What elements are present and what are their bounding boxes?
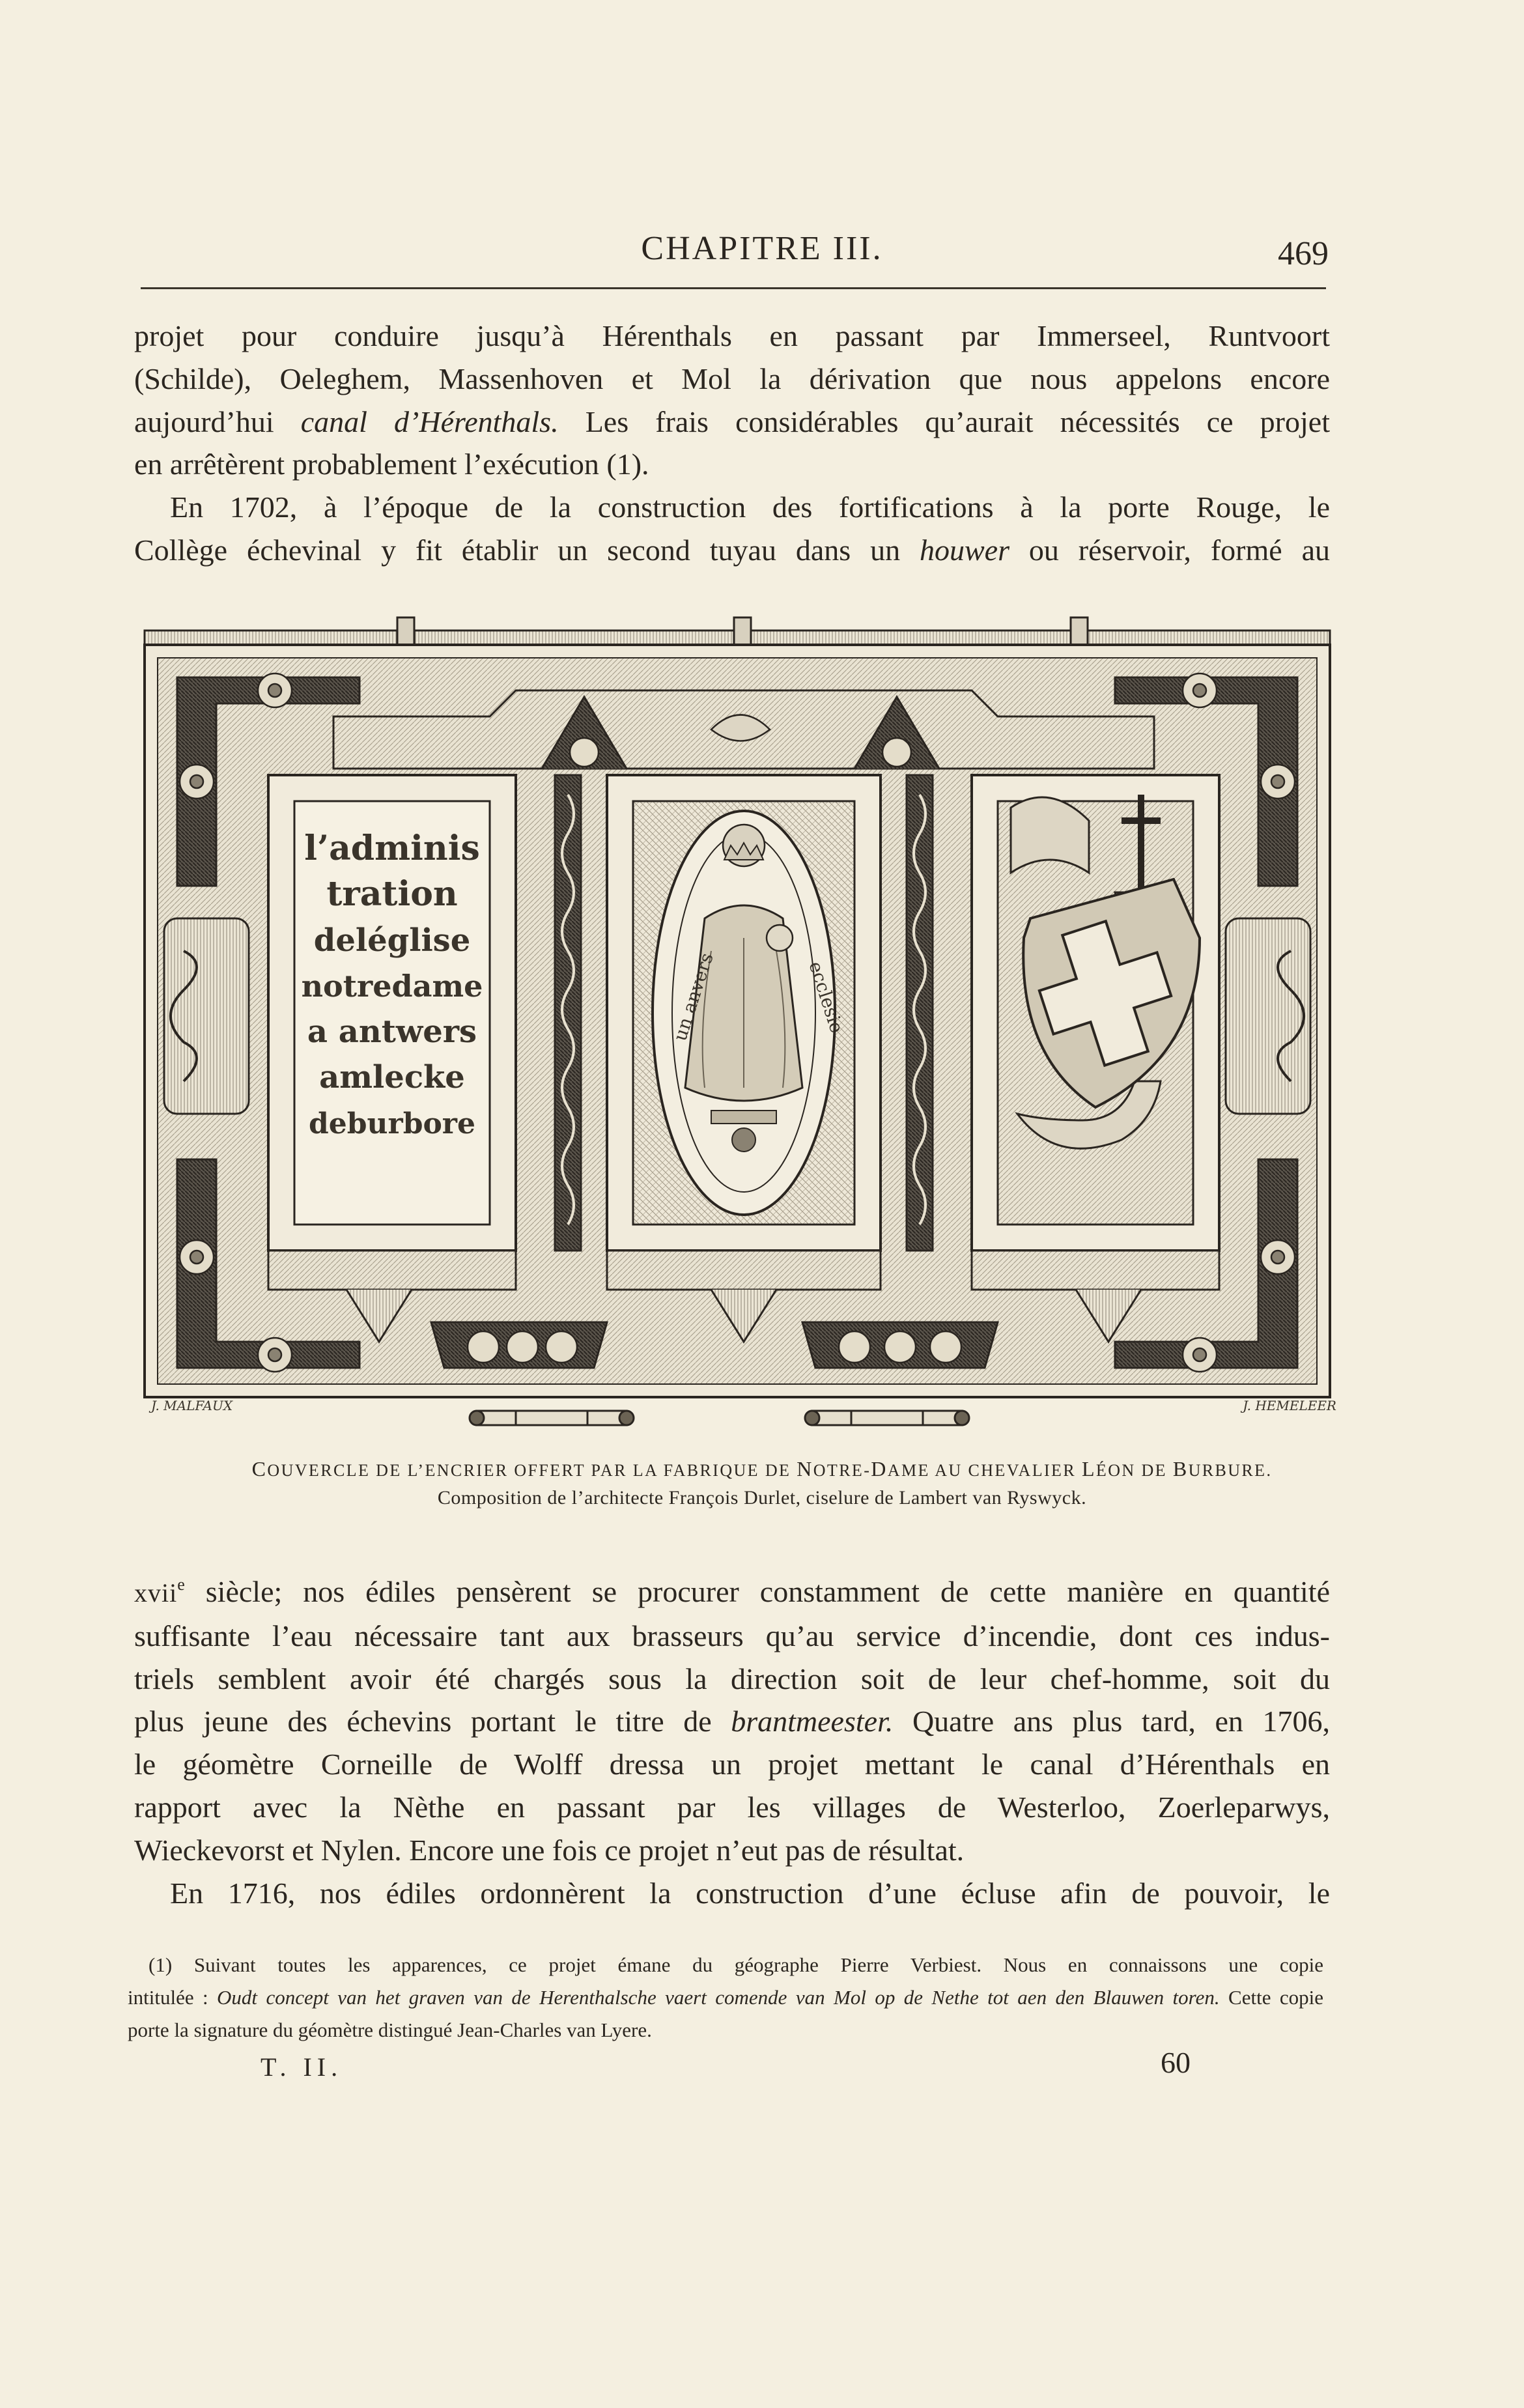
inscription-panel — [302, 829, 483, 1140]
footnote-line: intitulée : Oudt concept van het graven van de Herenthalsche vaert comende van Mol op de Nethe tot aen den Blauwen toren. Cette copie — [128, 1986, 1323, 2009]
text-line: en arrêtèrent probablement l’exécution (1). — [134, 447, 649, 481]
inscription-line: a antwers — [307, 1013, 477, 1050]
figure-caption-credit: Composition de l’architecte François Durlet, ciselure de Lambert van Ryswyck. — [437, 1487, 1087, 1509]
text-line: En 1716, nos édiles ordonnèrent la construction d’une écluse afin de pouvoir, le — [170, 1876, 1330, 1910]
inscription-line: notredame — [301, 969, 483, 1004]
volume-signature: T. II. — [261, 2052, 343, 2082]
text-line: le géomètre Corneille de Wolff dressa un projet mettant le canal d’Hérenthals en — [134, 1748, 1330, 1781]
engraver-signature-right: J. HEMELEER — [1243, 1398, 1336, 1413]
chapter-title: CHAPITRE III. — [641, 230, 883, 267]
bottom-hinges — [470, 1411, 969, 1425]
medallion-text-left: un anvers — [669, 950, 718, 1044]
header-rule — [141, 287, 1326, 289]
inscription-line: tration — [326, 874, 458, 914]
figure-caption-title: COUVERCLE DE L’ENCRIER OFFERT PAR LA FABRIQUE DE NOTRE-DAME AU CHEVALIER LÉON DE BURBURE. — [251, 1457, 1273, 1480]
footnote-line: porte la signature du géomètre distingué Jean-Charles van Lyere. — [128, 2018, 652, 2041]
sheet-number: 60 — [1161, 2046, 1191, 2079]
text-line: xvii$^e$ siècle; nos édiles pensèrent se procurer constamment de cette manière en quantité — [134, 1575, 1330, 1608]
inscription-line: l’adminis — [304, 829, 480, 868]
text-line: aujourd’hui canal d’Hérenthals. Les frais considérables qu’aurait nécessités ce projet — [134, 404, 1330, 438]
paragraph-top — [134, 315, 1330, 572]
text-line: (Schilde), Oeleghem, Massenhoven et Mol la dérivation que nous appelons encore — [134, 361, 1330, 395]
inscription-line: amlecke — [319, 1059, 465, 1096]
inkwell-cover-engraving — [138, 612, 1349, 1434]
inscription-line: deburbore — [309, 1107, 475, 1140]
text-line: Collège échevinal y fit établir un second tuyau dans un houwer ou réservoir, formé au — [134, 533, 1330, 567]
text-line: rapport avec la Nèthe en passant par les villages de Westerloo, Zoerleparwys, — [134, 1790, 1330, 1824]
text-line: triels semblent avoir été chargés sous la direction soit de leur chef-homme, soit du — [134, 1662, 1330, 1695]
text-line: projet pour conduire jusqu’à Hérenthals en passant par Immerseel, Runtvoort — [134, 319, 1330, 352]
engraver-signature-left: J. MALFAUX — [151, 1398, 233, 1413]
text-line: Wieckevorst et Nylen. Encore une fois ce projet n’eut pas de résultat. — [134, 1833, 965, 1867]
text-line: En 1702, à l’époque de la construction des fortifications à la porte Rouge, le — [170, 490, 1330, 524]
text-line: suffisante l’eau nécessaire tant aux brasseurs qu’au service d’incendie, dont ces indus- — [134, 1619, 1330, 1652]
medallion-text-right: ecclesie — [804, 958, 848, 1036]
footnote — [128, 1949, 1323, 2047]
text-line: plus jeune des échevins portant le titre de brantmeester. Quatre ans plus tard, en 1706, — [134, 1705, 1330, 1738]
page-number: 469 — [1278, 235, 1329, 272]
paragraph-bottom — [134, 1563, 1330, 1914]
footnote-line: (1) Suivant toutes les apparences, ce projet émane du géographe Pierre Verbiest. Nous en connaissons une copie — [148, 1953, 1323, 1976]
inscription-line: deléglise — [313, 922, 471, 959]
